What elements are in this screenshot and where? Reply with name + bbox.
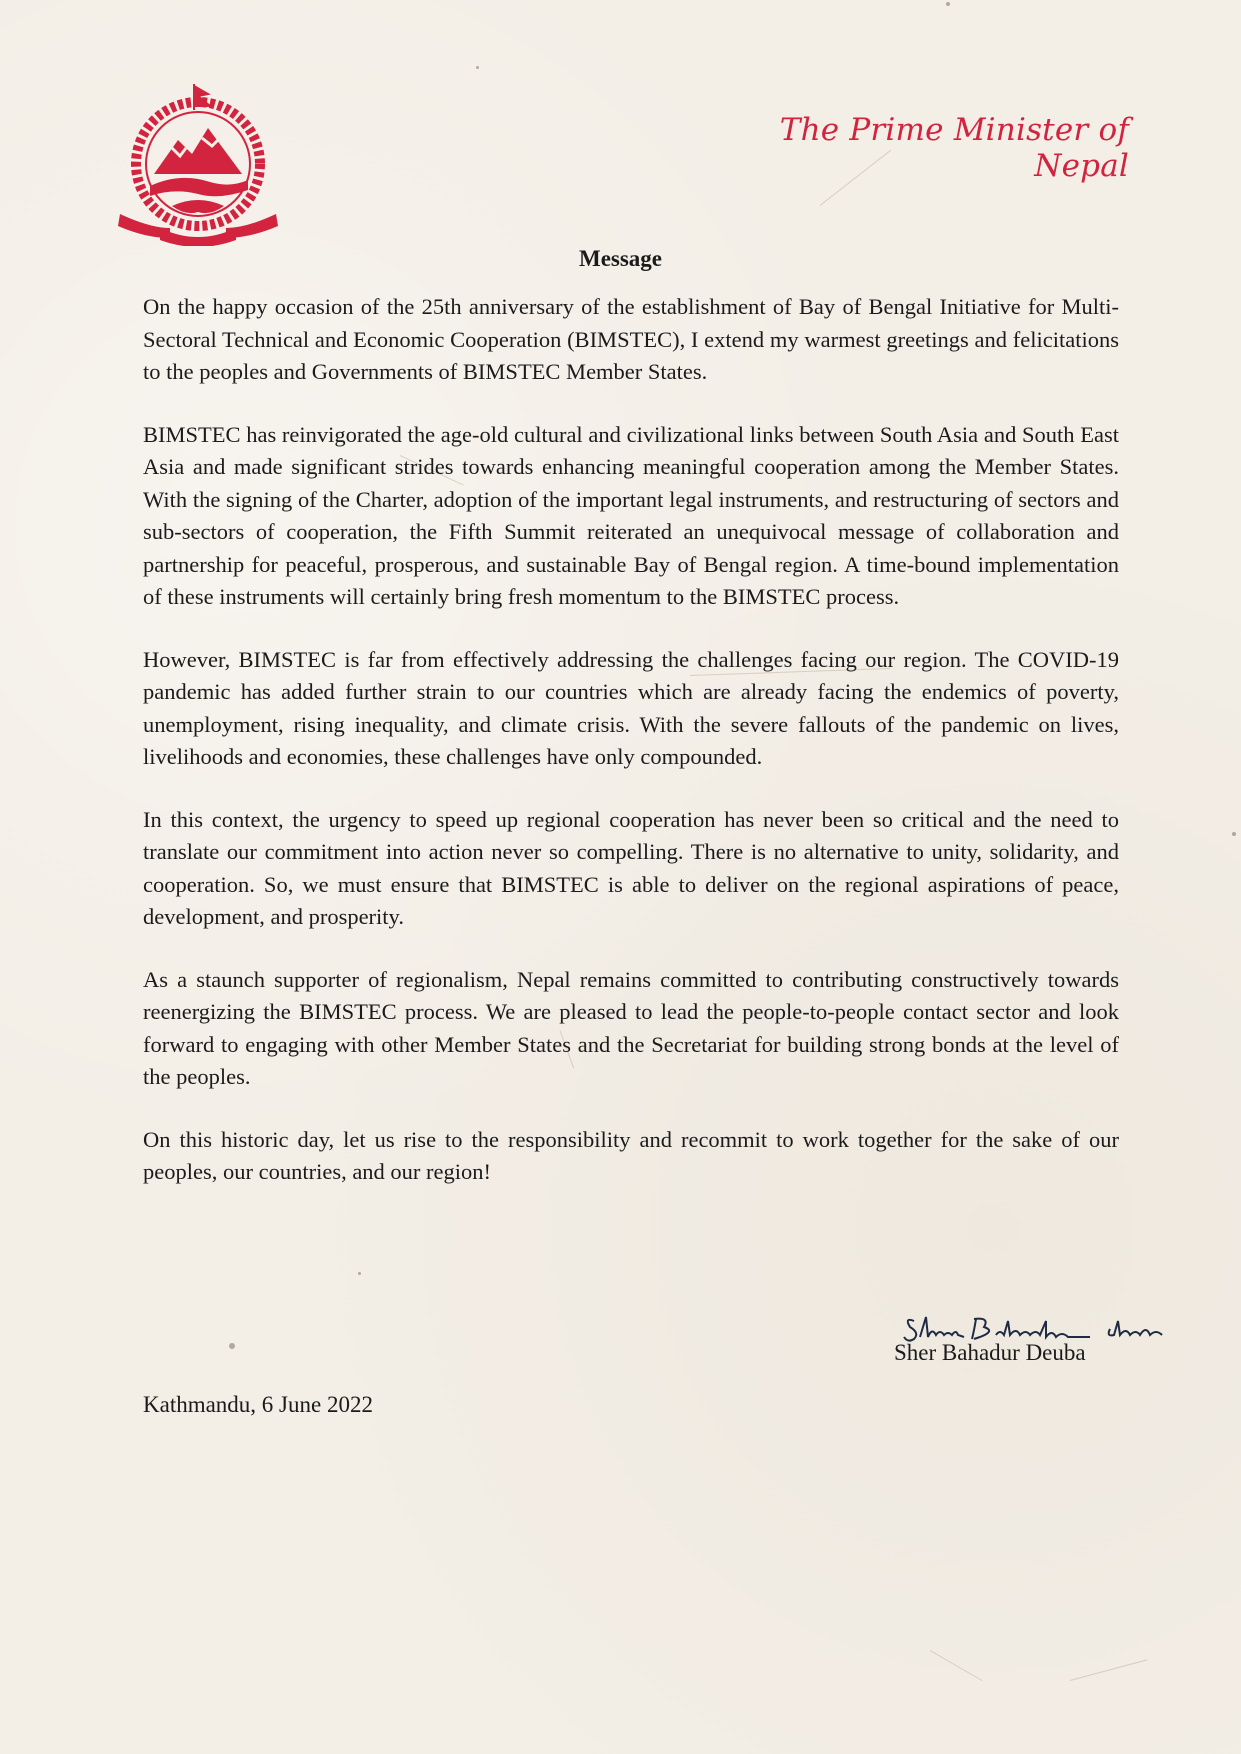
paper-fiber (930, 1650, 982, 1681)
paper-fiber (1070, 1659, 1148, 1681)
message-paragraph: On the happy occasion of the 25th anniversary of the establishment of Bay of Bengal Initiative for Multi-Sectoral Technical and Economic Cooperation (BIMSTEC), I extend my warmest greetings and felicitations to the peoples and Governments of BIMSTEC Member States. (143, 294, 1119, 384)
place-date: Kathmandu, 6 June 2022 (143, 1392, 373, 1417)
message-paragraph: In this context, the urgency to speed up regional cooperation has never been so critical and the need to translate our commitment into action never so compelling. There is no alternative to unity, solidarity, and cooperation. So, we must ensure that BIMSTEC is able to deliver on the regional aspirations of peace, development, and prosperity. (143, 806, 1119, 929)
message-paragraph: BIMSTEC has reinvigorated the age-old cultural and civilizational links between South Asia and South East Asia and made significant strides towards enhancing meaningful cooperation among the Member States. With the signing of the Charter, adoption of the important legal instruments, and restructuring of sectors and sub-sectors of cooperation, the Fifth Summit reiterated an unequivocal message of collaboration and partnership for peaceful, prosperous, and sustainable Bay of Bengal region. A time-bound implementation of these instruments will certainly bring fresh momentum to the BIMSTEC process. (143, 421, 1119, 609)
letterhead-title: The Prime Minister of Nepal (779, 112, 1129, 184)
paper-speck (358, 1272, 361, 1275)
paper-speck (229, 1343, 235, 1349)
message-paragraph: As a staunch supporter of regionalism, Nepal remains committed to contributing constructively towards reenergizing the BIMSTEC process. We are pleased to lead the people-to-people contact sector and look forward to engaging with other Member States and the Secretariat for building strong bonds at the level of the peoples. (143, 966, 1119, 1089)
message-heading: Message (578, 246, 663, 271)
message-body (143, 291, 1119, 1219)
nepal-emblem-icon (110, 82, 286, 246)
signer-name: Sher Bahadur Deuba (894, 1340, 1086, 1365)
paper-speck (476, 66, 479, 69)
message-paragraph: However, BIMSTEC is far from effectively addressing the challenges facing our region. The COVID-19 pandemic has added further strain to our countries which are already facing the endemics of poverty, unemployment, rising inequality, and climate crisis. With the severe fallouts of the pandemic on lives, livelihoods and economies, these challenges have only compounded. (143, 646, 1119, 769)
paper-speck (1232, 832, 1236, 836)
message-paragraph: On this historic day, let us rise to the responsibility and recommit to work together for the sake of our peoples, our countries, and our region! (143, 1126, 1119, 1184)
paper-speck (946, 2, 950, 6)
